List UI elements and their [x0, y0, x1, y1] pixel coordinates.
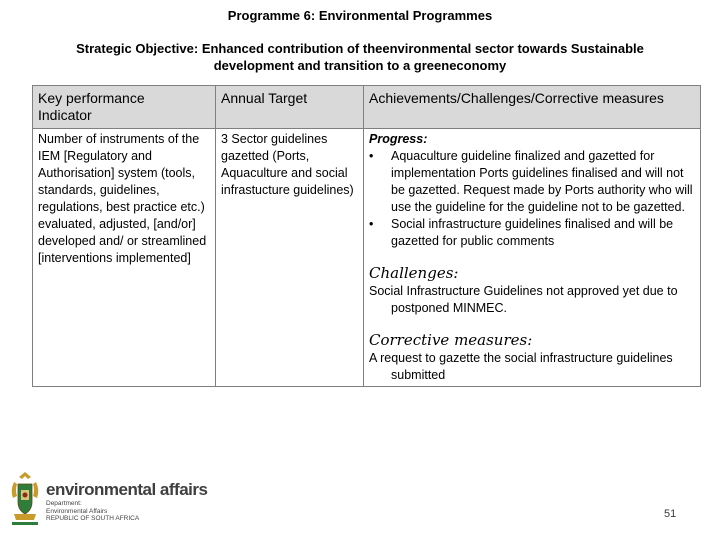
- table-header-row: [33, 86, 701, 129]
- achievements-cell: [364, 129, 701, 387]
- header-kpi-line-2: Indicator: [38, 107, 92, 123]
- strategic-objective: [40, 40, 680, 74]
- department-line-1: Department:: [46, 500, 82, 507]
- page-number: 51: [664, 508, 677, 520]
- progress-item-text: Aquaculture guideline finalized and gazetted for implementation Ports guidelines finalised and will not be gazetted. Request made by Ports authority who will use the guideline for the guideline not to be gazetted.: [391, 149, 693, 214]
- challenges-text: Social Infrastructure Guidelines not approved yet due to postponed MINMEC.: [369, 284, 678, 315]
- corrective-measures-heading: Corrective measures:: [369, 331, 533, 349]
- bullet-icon: •: [369, 149, 374, 163]
- kpi-table: [32, 85, 701, 387]
- department-line-2: Environmental Affairs: [46, 507, 108, 515]
- department-text: [46, 500, 139, 523]
- header-achievements: Achievements/Challenges/Corrective measures: [364, 86, 701, 129]
- department-line-3: REPUBLIC OF SOUTH AFRICA: [46, 515, 140, 522]
- header-key-performance-indicator: [33, 86, 216, 129]
- department-logo: [4, 466, 208, 532]
- page-title: Programme 6: Environmental Programmes: [227, 8, 493, 23]
- target-cell: 3 Sector guidelines gazetted (Ports, Aquaculture and social infrastucture guidelines): [216, 129, 364, 387]
- corrective-measures-text: A request to gazette the social infrastructure guidelines submitted: [369, 351, 673, 382]
- progress-item: [369, 216, 695, 250]
- indicator-cell: Number of instruments of the IEM [Regulatory and Authorisation] system (tools, standards, guidelines, regulations, best practice etc.) evaluated, adjusted, [and/or] developed and/ or streamlined [interventions implemented]: [33, 129, 216, 387]
- coat-of-arms-icon: [8, 468, 42, 528]
- bullet-icon: •: [369, 217, 374, 231]
- brand-name: environmental affairs: [46, 480, 208, 499]
- progress-item-text: Social infrastructure guidelines finalised and will be gazetted for public comments: [391, 217, 674, 248]
- header-annual-target: Annual Target: [216, 86, 364, 129]
- progress-item: [369, 148, 695, 216]
- progress-list: [369, 148, 695, 250]
- challenges-heading: Challenges:: [369, 264, 459, 282]
- header-kpi-line-1: Key performance: [38, 90, 145, 106]
- strategic-objective-line-2: development and transition to a greeneconomy: [213, 58, 507, 73]
- strategic-objective-line-1: Strategic Objective: Enhanced contribution of theenvironmental sector towards Sustainable: [76, 41, 644, 56]
- progress-heading: Progress:: [369, 132, 428, 146]
- table-row: [33, 129, 701, 387]
